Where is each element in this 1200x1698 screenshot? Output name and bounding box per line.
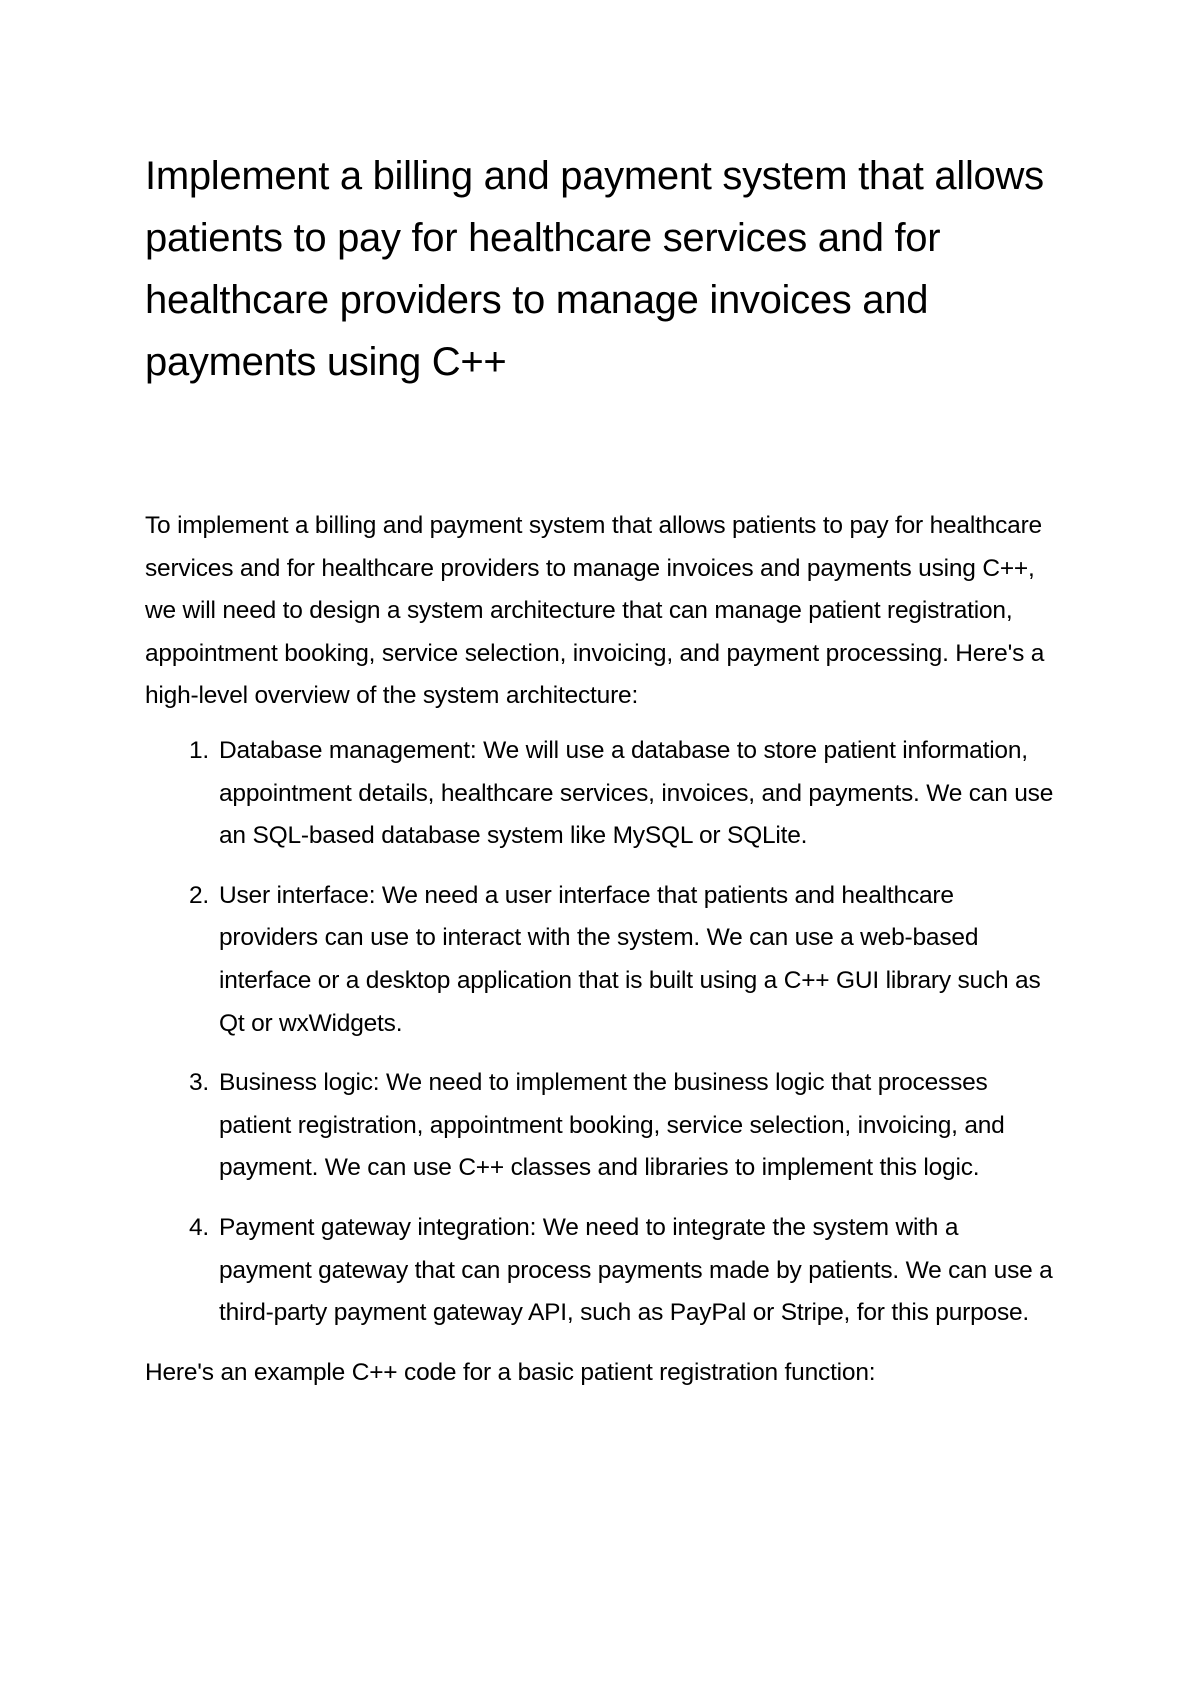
list-item-number: 2. — [188, 881, 209, 909]
list-item — [145, 1062, 1055, 1190]
intro-paragraph: To implement a billing and payment system that allows patients to pay for healthcare services and for healthcare providers to manage invoices and payments using C++, we will need to design a system architecture that can manage patient registration, appointment booking, service selection, invoicing, and payment processing. Here's a high-level overview of the system architecture: — [145, 512, 1045, 710]
document-title: Implement a billing and payment system that allows patients to pay for healthcare services and for healthcare providers to manage invoices and payments using C++ — [145, 154, 1044, 384]
list-item — [145, 730, 1055, 858]
list-item-number: 4. — [188, 1213, 209, 1241]
architecture-steps-list — [145, 730, 1055, 1335]
list-item-text: Business logic: We need to implement the business logic that processes patient registration, appointment booking, service selection, invoicing, and payment. We can use C++ classes and libraries to implement this logic. — [219, 1069, 1005, 1182]
list-item-text: Database management: We will use a database to store patient information, appointment details, healthcare services, invoices, and payments. We can use an SQL-based database system like MySQL or SQLite. — [219, 736, 1054, 850]
list-item-text: User interface: We need a user interface that patients and healthcare providers can use to interact with the system. We can use a web-based interface or a desktop application that is built using a C++ GUI library such as Qt or wxWidgets. — [219, 881, 1041, 1037]
list-item — [145, 1207, 1055, 1335]
list-item-number: 1. — [188, 736, 209, 764]
list-item — [145, 875, 1055, 1045]
closing-paragraph: Here's an example C++ code for a basic patient registration function: — [145, 1358, 876, 1386]
list-item-number: 3. — [188, 1069, 209, 1097]
list-item-text: Payment gateway integration: We need to integrate the system with a payment gateway that can process payments made by patients. We can use a third-party payment gateway API, such as PayPal or Stripe, for this purpose. — [219, 1213, 1053, 1327]
